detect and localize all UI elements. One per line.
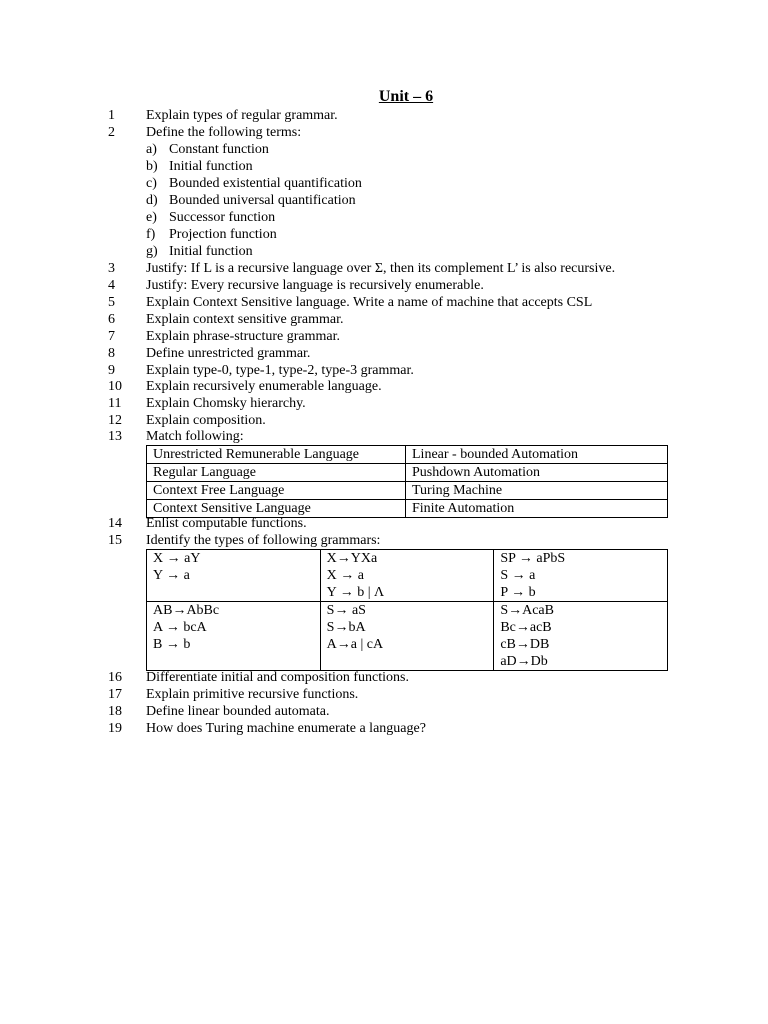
sub-item-text: Bounded existential quantification (169, 176, 362, 191)
production-rule: S→bA (326, 620, 366, 635)
question-number: 5 (108, 295, 115, 310)
production-rule: S→ aS (326, 603, 366, 618)
table-row (147, 550, 668, 602)
question-text: Explain type-0, type-1, type-2, type-3 grammar. (146, 363, 414, 378)
question-number: 9 (108, 363, 115, 378)
sub-item-letter: a) (146, 142, 157, 157)
production-rule: A → bcA (153, 620, 207, 635)
question-text: Enlist computable functions. (146, 516, 307, 531)
table-cell: Pushdown Automation (406, 464, 668, 482)
table-cell: Turing Machine (406, 482, 668, 500)
question-text: Explain Chomsky hierarchy. (146, 396, 306, 411)
production-rule: Y → b | Λ (326, 585, 385, 600)
question-text: Explain composition. (146, 413, 266, 428)
question-text: Match following: (146, 429, 244, 444)
question-text: Explain primitive recursive functions. (146, 687, 359, 702)
table-cell (494, 602, 668, 671)
table-row (147, 446, 668, 464)
sub-item-text: Bounded universal quantification (169, 193, 356, 208)
question-number: 7 (108, 329, 115, 344)
sub-item-text: Initial function (169, 244, 253, 259)
question-text: Explain recursively enumerable language. (146, 379, 382, 394)
production-rule: A→a | cA (326, 637, 384, 652)
grammar-table (146, 549, 668, 671)
sub-item-letter: g) (146, 244, 158, 259)
sub-item-text: Constant function (169, 142, 269, 157)
table-cell: Unrestricted Remunerable Language (147, 446, 406, 464)
table-cell (320, 550, 494, 602)
table-row (147, 464, 668, 482)
question-text: Define unrestricted grammar. (146, 346, 311, 361)
table-cell (147, 602, 321, 671)
production-rule: S → a (500, 568, 536, 583)
table-cell (320, 602, 494, 671)
production-rule: P → b (500, 585, 536, 600)
page-title: Unit – 6 (378, 88, 434, 105)
question-number: 13 (108, 429, 122, 444)
production-rule: S→AcaB (500, 603, 554, 618)
question-number: 18 (108, 704, 122, 719)
match-table (146, 445, 668, 518)
sub-item-letter: d) (146, 193, 158, 208)
question-text: How does Turing machine enumerate a language? (146, 721, 426, 736)
table-cell (494, 550, 668, 602)
question-number: 14 (108, 516, 122, 531)
table-cell: Regular Language (147, 464, 406, 482)
production-rule: AB→AbBc (153, 603, 220, 618)
sub-item-text: Projection function (169, 227, 277, 242)
production-rule: X → aY (153, 551, 201, 566)
production-rule: cB→DB (500, 637, 550, 652)
production-rule: Bc→acB (500, 620, 552, 635)
production-rule: X → a (326, 568, 364, 583)
question-number: 19 (108, 721, 122, 736)
question-text: Define linear bounded automata. (146, 704, 330, 719)
question-text: Explain types of regular grammar. (146, 108, 338, 123)
sub-item-text: Successor function (169, 210, 276, 225)
sub-item-letter: b) (146, 159, 158, 174)
sub-item-letter: e) (146, 210, 157, 225)
table-cell: Context Free Language (147, 482, 406, 500)
question-number: 1 (108, 108, 115, 123)
question-number: 11 (108, 396, 122, 411)
production-rule: aD→Db (500, 654, 548, 669)
question-text: Explain phrase-structure grammar. (146, 329, 340, 344)
question-number: 3 (108, 261, 115, 276)
question-text: Justify: Every recursive language is recursively enumerable. (146, 278, 484, 293)
question-number: 4 (108, 278, 115, 293)
question-number: 17 (108, 687, 122, 702)
question-number: 2 (108, 125, 115, 140)
question-number: 6 (108, 312, 115, 327)
production-rule: SP → aPbS (500, 551, 566, 566)
production-rule: X→YXa (326, 551, 378, 566)
question-number: 10 (108, 379, 122, 394)
table-row (147, 482, 668, 500)
question-number: 15 (108, 533, 122, 548)
table-cell: Context Sensitive Language (147, 500, 406, 518)
sub-item-letter: f) (146, 227, 156, 242)
question-text: Identify the types of following grammars: (146, 533, 381, 548)
question-text: Justify: If L is a recursive language over Σ, then its complement L’ is also recursive. (146, 261, 616, 276)
question-text: Explain Context Sensitive language. Write a name of machine that accepts CSL (146, 295, 593, 310)
production-rule: Y → a (153, 568, 190, 583)
question-number: 16 (108, 670, 122, 685)
production-rule: B → b (153, 637, 191, 652)
question-text: Explain context sensitive grammar. (146, 312, 344, 327)
table-cell (147, 550, 321, 602)
table-row (147, 602, 668, 671)
question-number: 12 (108, 413, 122, 428)
question-text: Differentiate initial and composition functions. (146, 670, 409, 685)
table-cell: Finite Automation (406, 500, 668, 518)
sub-item-letter: c) (146, 176, 157, 191)
sub-item-text: Initial function (169, 159, 253, 174)
question-number: 8 (108, 346, 115, 361)
question-text: Define the following terms: (146, 125, 302, 140)
table-cell: Linear - bounded Automation (406, 446, 668, 464)
